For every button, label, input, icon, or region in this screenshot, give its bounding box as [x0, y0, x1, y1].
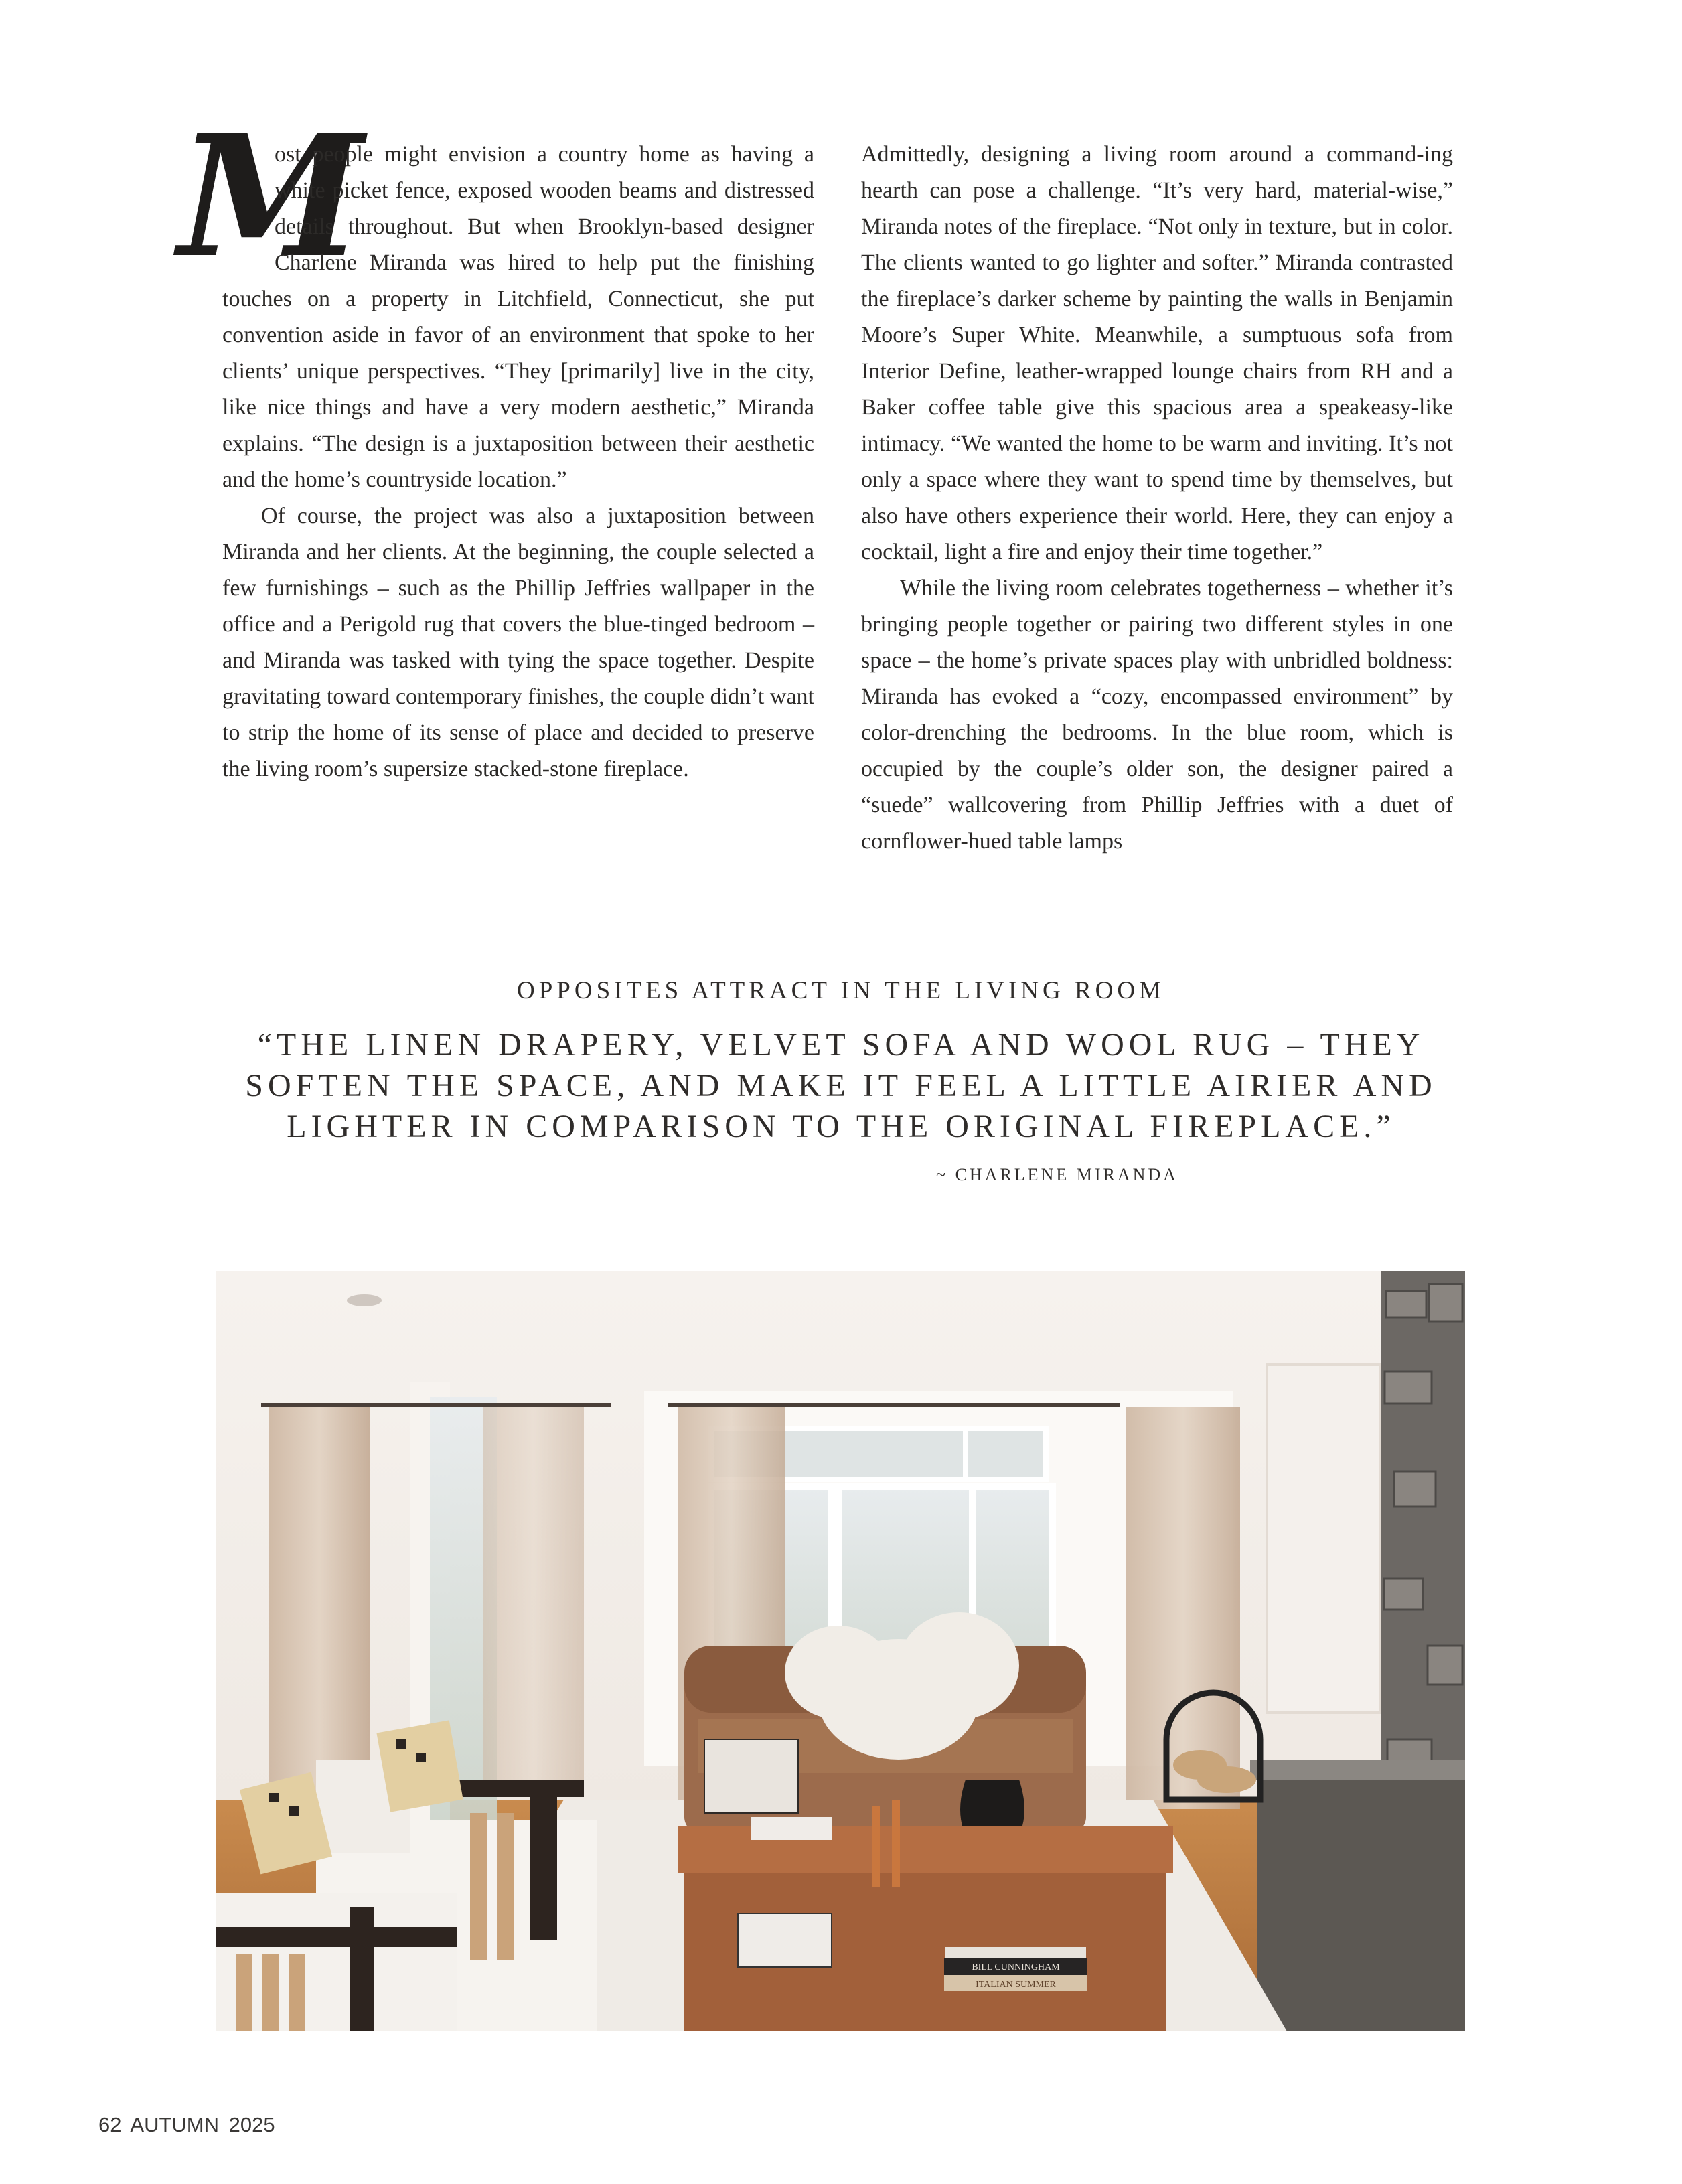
- page-number: 62: [98, 2113, 122, 2136]
- article-paragraph-2: Of course, the project was also a juxtaposition between Miranda and her clients. At the beginning, the couple selected a few furnishings – such as the Phillip Jeffries wallpaper in the office and a Perigold rug that covers the blue-tinged bedroom – and Miranda was tasked with tying the space together. Despite gravitating toward contemporary finishes, the couple didn’t want to strip the home of its sense of place and decided to preserve the living room’s supersize stacked-stone fireplace.: [222, 503, 814, 781]
- book-title: BILL CUNNINGHAM: [972, 1962, 1060, 1972]
- book-title: ITALIAN SUMMER: [976, 1980, 1056, 1990]
- pull-quote-line: “THE LINEN DRAPERY, VELVET SOFA AND WOOL RUG – THEY: [257, 1027, 1425, 1063]
- pull-quote-kicker: OPPOSITES ATTRACT IN THE LIVING ROOM: [516, 977, 1166, 1004]
- article-paragraph-4: While the living room celebrates togetherness – whether it’s bringing people together or pairing two different styles in one space – the home’s private spaces play with unbridled boldness: Miranda has evoked a “cozy, encompassed environment” by color-drenching the bedrooms. In the blue room, which is occupied by the couple’s older son, the designer paired a “suede” wallcovering from Phillip Jeffries with a duet of cornflower-hued table lamps: [861, 576, 1453, 854]
- article-column-left: [178, 98, 814, 787]
- pull-quote: [0, 1024, 1682, 1147]
- article-paragraph-3: Admittedly, designing a living room around a command-ing hearth can pose a challenge. “It’s very hard, material-wise,” Miranda notes of the fireplace. “Not only in texture, but in color. The clients wanted to go lighter and softer.” Miranda contrasted the fireplace’s darker scheme by painting the walls in Benjamin Moore’s Super White. Meanwhile, a sumptuous sofa from Interior Define, leather-wrapped lounge chairs from RH and a Baker coffee table give this spacious area a speakeasy-like intimacy. “We wanted the home to be warm and inviting. It’s not only a space where they want to spend time by themselves, but also have others experience their world. Here, they can enjoy a cocktail, light a fire and enjoy their time together.”: [861, 142, 1453, 564]
- page-footer: [98, 2113, 275, 2137]
- paragraph-text: ost people might envision a country home as having a white picket fence, exposed wooden beams and distressed details throughout. But when Brooklyn-based designer Charlene Miranda was hired to help put the finishing touches on a property in Litchfield, Connecticut, she put convention aside in favor of an environment that spoke to her clients’ unique perspectives. “They [primarily] live in the city, like nice things and have a very modern aesthetic,” Miranda explains. “The design is a juxtaposition between their aesthetic and the home’s countryside location.”: [222, 142, 814, 492]
- drop-cap: M: [178, 98, 360, 295]
- article-paragraph-1: [178, 98, 814, 498]
- living-room-photo: [216, 1271, 1465, 2031]
- pull-quote-line: SOFTEN THE SPACE, AND MAKE IT FEEL A LITTLE AIRIER AND: [245, 1068, 1437, 1103]
- issue-label: AUTUMN 2025: [130, 2113, 275, 2136]
- pull-quote-attribution: ~ CHARLENE MIRANDA: [936, 1165, 1178, 1184]
- pull-quote-line: LIGHTER IN COMPARISON TO THE ORIGINAL FIREPLACE.”: [287, 1109, 1395, 1144]
- article-column-right: [861, 137, 1453, 860]
